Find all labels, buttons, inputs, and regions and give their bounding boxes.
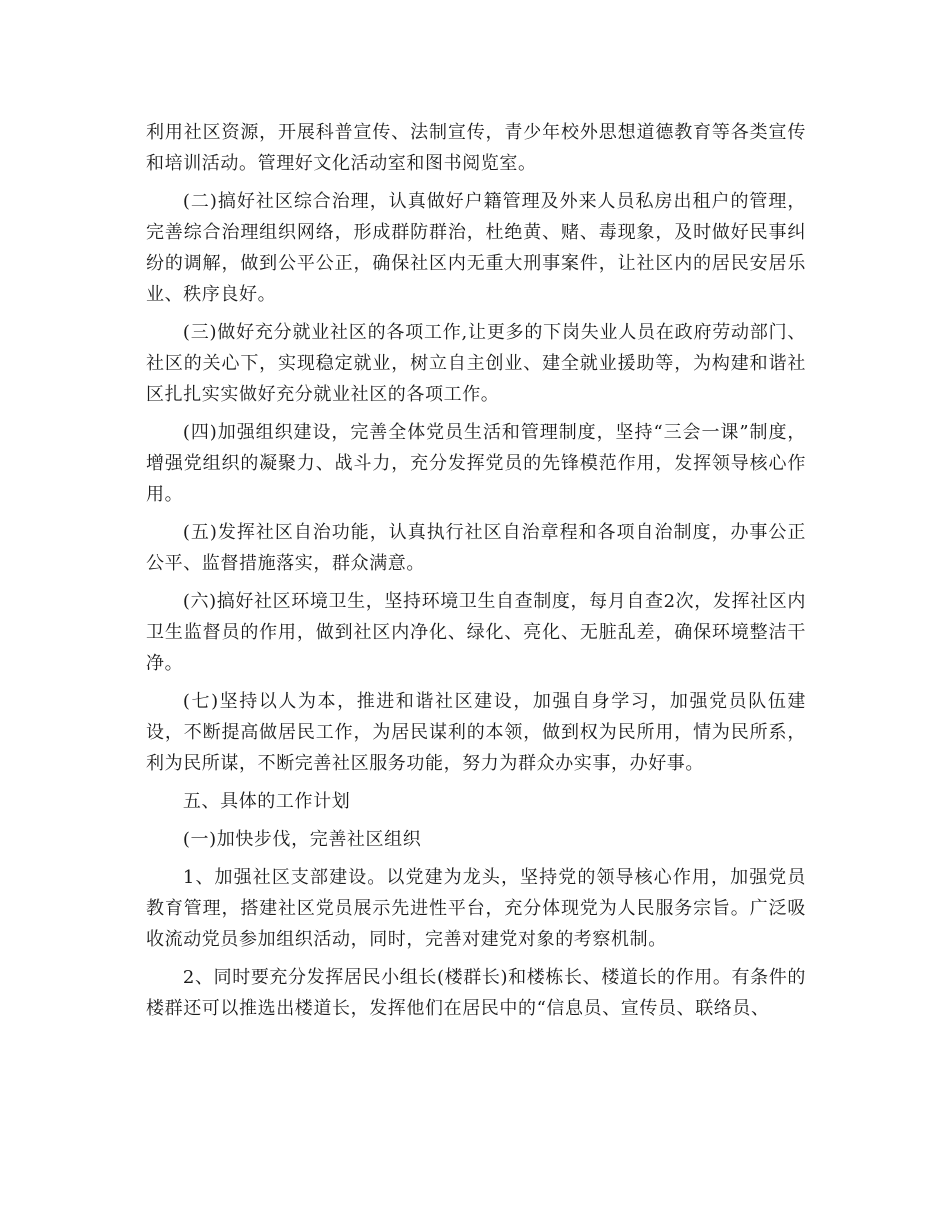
- paragraph-item-6: (六)搞好社区环境卫生，坚持环境卫生自查制度，每月自查2次，发挥社区内卫生监督员的作用，做到社区内净化、绿化、亮化、无脏乱差，确保环境整洁干净。: [146, 591, 806, 674]
- paragraph-item-5: (五)发挥社区自治功能，认真执行社区自治章程和各项自治制度，办事公正公平、监督措施落实，群众满意。: [146, 522, 806, 574]
- paragraph-point-1: 1、加强社区支部建设。以党建为龙头，坚持党的领导核心作用，加强党员教育管理，搭建社区党员展示先进性平台，充分体现党为人民服务宗旨。广泛吸收流动党员参加组织活动，同时，完善对建党对象的考察机制。: [146, 867, 806, 950]
- section-heading: 五、具体的工作计划: [182, 791, 351, 812]
- subsection-heading: (一)加快步伐，完善社区组织: [182, 829, 422, 850]
- document-body: [146, 117, 806, 1031]
- paragraph-item-3: (三)做好充分就业社区的各项工作,让更多的下岗失业人员在政府劳动部门、社区的关心下，实现稳定就业，树立自主创业、建全就业援助等，为构建和谐社区扎扎实实做好充分就业社区的各项工作。: [146, 322, 806, 405]
- paragraph-continuation: 利用社区资源，开展科普宣传、法制宣传，青少年校外思想道德教育等各类宣传和培训活动。管理好文化活动室和图书阅览室。: [146, 122, 806, 174]
- paragraph-item-7: (七)坚持以人为本，推进和谐社区建设，加强自身学习，加强党员队伍建设，不断提高做居民工作，为居民谋利的本领，做到权为民所用，情为民所系，利为民所谋，不断完善社区服务功能，努力为群众办实事，办好事。: [146, 691, 806, 774]
- paragraph-item-2: (二)搞好社区综合治理，认真做好户籍管理及外来人员私房出租户的管理，完善综合治理组织网络，形成群防群治，杜绝黄、赌、毒现象，及时做好民事纠纷的调解，做到公平公正，确保社区内无重大刑事案件，让社区内的居民安居乐业、秩序良好。: [146, 191, 806, 305]
- paragraph-point-2: 2、同时要充分发挥居民小组长(楼群长)和楼栋长、楼道长的作用。有条件的楼群还可以推选出楼道长，发挥他们在居民中的“信息员、宣传员、联络员、: [146, 967, 806, 1019]
- paragraph-item-4: (四)加强组织建设，完善全体党员生活和管理制度，坚持“三会一课”制度，增强党组织的凝聚力、战斗力，充分发挥党员的先锋模范作用，发挥领导核心作用。: [146, 422, 806, 505]
